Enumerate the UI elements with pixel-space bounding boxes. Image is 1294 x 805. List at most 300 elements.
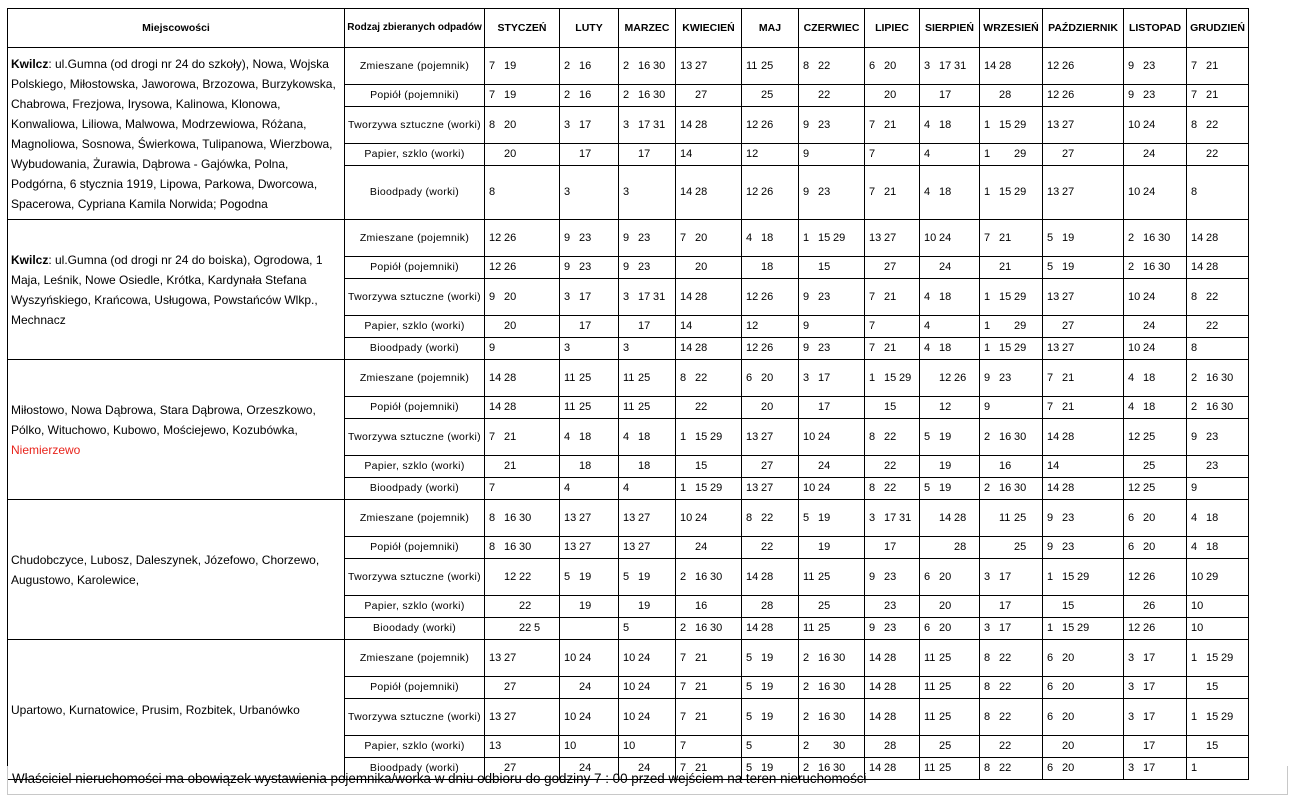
collection-day: 15: [695, 430, 708, 443]
collection-day: 13: [680, 59, 693, 72]
collection-day: 21: [504, 430, 517, 443]
collection-day: 22: [818, 59, 831, 72]
day-cell: [676, 677, 742, 699]
collection-day: 14: [869, 681, 882, 693]
collection-day: [939, 541, 954, 554]
footer-note: Właściciel nieruchomości ma obowiązek wystawienia pojemnika/worka w dniu odbioru do godziny 7 : 00 przed wejściem na teren nieruchomości: [7, 766, 1288, 795]
collection-day: 21: [695, 681, 708, 693]
collection-day: 24: [638, 651, 651, 664]
collection-day: 21: [999, 231, 1012, 244]
collection-day: 28: [884, 740, 897, 752]
day-cell: [1043, 677, 1124, 699]
collection-day: [623, 600, 638, 613]
collection-day: 22: [999, 740, 1012, 752]
collection-day: 17: [939, 89, 952, 101]
collection-day: 24: [939, 261, 952, 273]
collection-day: 4: [924, 320, 931, 332]
collection-day: 15: [1062, 570, 1075, 583]
day-cell: [799, 257, 865, 279]
collection-day: 17: [1143, 740, 1156, 752]
collection-day: 24: [579, 710, 592, 723]
day-cell: [676, 596, 742, 618]
collection-day: 24: [1143, 148, 1156, 160]
day-cell: [980, 279, 1043, 316]
collection-day: [869, 261, 884, 274]
collection-day: 9: [1047, 511, 1054, 524]
collection-day: 16: [1206, 401, 1219, 413]
collection-day: 25: [1014, 541, 1027, 553]
collection-day: 13: [623, 511, 636, 524]
day-cell: [1043, 736, 1124, 758]
day-cell: [920, 456, 980, 478]
collection-day: 18: [1143, 401, 1156, 413]
collection-day: 12: [746, 320, 759, 332]
day-cell: [865, 559, 920, 596]
collection-day: 24: [1143, 290, 1156, 303]
waste-type-cell: Zmieszane (pojemnik): [345, 500, 485, 537]
day-cell: [485, 338, 560, 360]
collection-day: 12: [1128, 430, 1141, 443]
collection-day: 24: [638, 710, 651, 723]
day-cell: [676, 85, 742, 107]
collection-day: 14: [680, 118, 693, 131]
collection-day: [803, 401, 818, 414]
day-cell: [560, 144, 619, 166]
day-cell: [485, 316, 560, 338]
collection-day: 24: [818, 430, 831, 443]
day-cell: [1043, 220, 1124, 257]
collection-day: 28: [1206, 261, 1219, 273]
collection-day: 4: [924, 342, 931, 354]
day-cell: [742, 699, 799, 736]
day-cell: [560, 478, 619, 500]
day-cell: [485, 360, 560, 397]
day-cell: [676, 478, 742, 500]
collection-day: 2: [680, 622, 687, 634]
collection-day: 1: [1191, 762, 1198, 774]
collection-day: 5: [803, 511, 810, 524]
day-cell: [619, 640, 676, 677]
collection-day: [623, 320, 638, 333]
collection-day: 13: [1047, 342, 1060, 354]
collection-day: 10: [1128, 186, 1141, 198]
collection-day: 14: [869, 651, 882, 664]
collection-day: 1: [680, 482, 687, 494]
collection-day: 10: [564, 710, 577, 723]
day-cell: [980, 144, 1043, 166]
collection-day: [1128, 148, 1143, 161]
waste-type-cell: Papier, szklo (worki): [345, 316, 485, 338]
collection-day: 11: [746, 59, 758, 72]
day-cell: [865, 107, 920, 144]
collection-day: 6: [1128, 511, 1135, 524]
collection-day: 4: [1191, 541, 1198, 553]
collection-day: [924, 460, 939, 473]
collection-day: 3: [924, 59, 931, 72]
collection-day: 15: [884, 371, 897, 384]
collection-day: [623, 148, 638, 161]
collection-day: 7: [489, 430, 496, 443]
waste-type-cell: Papier, szklo (worki): [345, 596, 485, 618]
collection-day: 25: [579, 371, 592, 384]
collection-day: [869, 541, 884, 554]
collection-day: 12: [489, 231, 502, 244]
collection-day: 7: [489, 482, 496, 494]
day-cell: [980, 220, 1043, 257]
collection-day: 3: [803, 371, 810, 384]
day-cell: [920, 220, 980, 257]
day-cell: [980, 166, 1043, 220]
collection-day: 21: [1206, 89, 1219, 101]
collection-day: 12: [1128, 482, 1141, 494]
collection-day: 24: [695, 511, 708, 524]
day-cell: [1187, 397, 1249, 419]
day-cell: [980, 456, 1043, 478]
collection-day: 11: [924, 681, 936, 693]
collection-day: 6: [869, 59, 876, 72]
collection-day: 17: [579, 290, 592, 303]
day-cell: [1124, 419, 1187, 456]
collection-day: 16: [695, 570, 708, 583]
collection-day: 9: [803, 118, 810, 131]
collection-day: [1191, 681, 1206, 694]
collection-day: 10: [680, 511, 693, 524]
day-cell: [485, 736, 560, 758]
day-cell: [1043, 144, 1124, 166]
collection-day: 29: [710, 430, 723, 443]
collection-day: [680, 541, 695, 554]
collection-day: 8: [869, 482, 876, 494]
collection-day: 9: [564, 231, 571, 244]
day-cell: [799, 640, 865, 677]
day-cell: [485, 48, 560, 85]
day-cell: [1124, 316, 1187, 338]
day-cell: [799, 559, 865, 596]
collection-day: 9: [984, 371, 991, 384]
collection-day: [999, 541, 1014, 554]
collection-day: 5: [564, 570, 571, 583]
day-cell: [1124, 360, 1187, 397]
day-cell: [560, 316, 619, 338]
day-cell: [560, 107, 619, 144]
day-cell: [676, 220, 742, 257]
collection-day: 7: [489, 59, 496, 72]
collection-day: 20: [1062, 762, 1075, 774]
day-cell: [920, 596, 980, 618]
collection-day: 9: [1191, 430, 1198, 443]
collection-day: 14: [1047, 482, 1060, 494]
collection-day: 6: [1047, 710, 1054, 723]
day-cell: [742, 456, 799, 478]
collection-day: 29: [1077, 622, 1090, 634]
collection-day: 1: [984, 290, 991, 303]
collection-day: 16: [999, 430, 1012, 443]
collection-day: 27: [761, 482, 774, 494]
waste-type-cell: Popiół (pojemniki): [345, 537, 485, 559]
collection-day: 24: [638, 762, 651, 774]
collection-day: 20: [504, 290, 517, 303]
collection-day: 27: [884, 261, 897, 273]
collection-day: 20: [939, 570, 952, 583]
collection-day: 23: [884, 622, 897, 634]
collection-day: [489, 571, 504, 584]
collection-day: [564, 460, 579, 473]
locality-cell: [8, 500, 345, 640]
collection-day: 21: [1062, 401, 1075, 413]
collection-day: 5: [534, 622, 541, 634]
day-cell: [980, 478, 1043, 500]
month-header: LIPIEC: [865, 9, 920, 48]
collection-day: 28: [999, 89, 1012, 101]
day-cell: [920, 537, 980, 559]
collection-day: 19: [579, 570, 592, 583]
month-header: SIERPIEŃ: [920, 9, 980, 48]
collection-day: 24: [638, 681, 651, 693]
collection-day: 8: [1191, 290, 1198, 303]
day-cell: [1043, 500, 1124, 537]
day-cell: [920, 736, 980, 758]
collection-day: 25: [761, 89, 774, 101]
day-cell: [865, 144, 920, 166]
collection-day: 23: [1143, 89, 1156, 101]
collection-day: 17: [884, 511, 897, 524]
collection-day: [680, 261, 695, 274]
collection-day: 14: [680, 342, 693, 354]
collection-day: 25: [818, 570, 831, 583]
collection-day: 14: [680, 148, 693, 160]
schedule-row: [8, 640, 1249, 677]
collection-day: 23: [818, 118, 831, 131]
day-cell: [619, 559, 676, 596]
collection-day: 8: [489, 186, 496, 198]
collection-day: 3: [1128, 710, 1135, 723]
collection-day: 9: [564, 261, 571, 273]
collection-day: 14: [489, 371, 502, 384]
collection-day: 18: [579, 460, 592, 472]
collection-day: 30: [653, 59, 666, 72]
waste-type-cell: Bioodpady (worki): [345, 758, 485, 780]
collection-day: 13: [869, 231, 882, 244]
collection-day: 17: [579, 148, 592, 160]
collection-day: 17: [638, 320, 651, 332]
day-cell: [1043, 166, 1124, 220]
collection-day: 18: [1143, 371, 1156, 384]
collection-day: 9: [1191, 482, 1198, 494]
collection-day: 7: [869, 148, 876, 160]
collection-day: 22: [1206, 148, 1219, 160]
waste-type-cell: Bioodpady (worki): [345, 166, 485, 220]
collection-day: 28: [999, 59, 1012, 72]
day-cell: [676, 166, 742, 220]
collection-day: 20: [1062, 740, 1075, 752]
waste-type-cell: Papier, szklo (worki): [345, 456, 485, 478]
day-cell: [1187, 166, 1249, 220]
day-cell: [676, 316, 742, 338]
schedule-row: [8, 360, 1249, 397]
collection-day: 23: [1206, 430, 1219, 443]
collection-day: 31: [653, 118, 666, 131]
collection-day: 2: [623, 59, 630, 72]
collection-day: 2: [803, 740, 810, 752]
collection-day: 18: [579, 430, 592, 443]
day-cell: [619, 736, 676, 758]
day-cell: [619, 220, 676, 257]
collection-day: 4: [746, 231, 753, 244]
collection-day: 16: [1143, 231, 1156, 244]
day-cell: [865, 537, 920, 559]
collection-day: 20: [1062, 710, 1075, 723]
day-cell: [485, 699, 560, 736]
collection-day: 21: [1206, 59, 1219, 72]
collection-day: 27: [579, 511, 592, 524]
collection-day: 1: [984, 118, 991, 131]
waste-type-cell: Popiół (pojemniki): [345, 85, 485, 107]
collection-day: [924, 89, 939, 102]
day-cell: [865, 736, 920, 758]
day-cell: [920, 618, 980, 640]
day-cell: [560, 618, 619, 640]
collection-day: 7: [680, 231, 687, 244]
collection-day: 30: [833, 681, 846, 693]
collection-day: 13: [746, 430, 759, 443]
day-cell: [676, 360, 742, 397]
collection-day: 1: [1047, 570, 1054, 583]
day-cell: [619, 144, 676, 166]
day-cell: [619, 618, 676, 640]
day-cell: [1043, 596, 1124, 618]
collection-day: 9: [803, 342, 810, 354]
collection-day: 22: [884, 430, 897, 443]
collection-day: [999, 148, 1014, 161]
collection-day: 13: [623, 541, 636, 553]
collection-day: 3: [564, 290, 571, 303]
collection-day: 14: [680, 320, 693, 332]
day-cell: [560, 640, 619, 677]
collection-day: 14: [746, 570, 759, 583]
day-cell: [1124, 699, 1187, 736]
collection-day: [803, 460, 818, 473]
waste-type-cell: Zmieszane (pojemnik): [345, 360, 485, 397]
collection-day: 9: [869, 570, 876, 583]
collection-day: [869, 401, 884, 414]
day-cell: [799, 736, 865, 758]
collection-day: 4: [623, 430, 630, 443]
day-cell: [865, 166, 920, 220]
month-header: PAŹDZIERNIK: [1043, 9, 1124, 48]
collection-day: 4: [924, 118, 931, 131]
collection-day: [803, 600, 818, 613]
collection-day: 22: [761, 511, 774, 524]
collection-day: 28: [695, 290, 708, 303]
day-cell: [619, 166, 676, 220]
collection-day: 18: [761, 261, 774, 273]
day-cell: [676, 48, 742, 85]
collection-day: 22: [1206, 290, 1219, 303]
collection-day: 17: [579, 320, 592, 332]
collection-day: 21: [695, 710, 708, 723]
collection-day: 3: [1128, 762, 1135, 774]
waste-type-cell: Zmieszane (pojemnik): [345, 48, 485, 85]
collection-day: 31: [899, 511, 912, 524]
collection-day: [504, 622, 519, 635]
collection-day: [746, 261, 761, 274]
waste-type-cell: Bioodpady (worki): [345, 338, 485, 360]
day-cell: [799, 699, 865, 736]
collection-day: 16: [504, 541, 517, 553]
collection-day: 8: [984, 651, 991, 664]
collection-day: [680, 600, 695, 613]
collection-day: 20: [695, 261, 708, 273]
collection-day: 11: [924, 651, 936, 664]
collection-day: 30: [1158, 261, 1171, 273]
collection-day: 22: [761, 541, 774, 553]
day-cell: [560, 338, 619, 360]
collection-day: 27: [1062, 186, 1075, 198]
collection-day: 17: [1143, 710, 1156, 723]
day-cell: [1187, 500, 1249, 537]
day-cell: [1124, 220, 1187, 257]
collection-day: 10: [623, 681, 636, 693]
collection-day: 15: [695, 460, 708, 472]
day-cell: [485, 537, 560, 559]
collection-day: 25: [939, 681, 952, 693]
collection-day: [564, 600, 579, 613]
day-cell: [742, 537, 799, 559]
collection-day: 8: [869, 430, 876, 443]
collection-day: 4: [564, 482, 571, 494]
day-cell: [485, 478, 560, 500]
collection-day: 19: [1062, 261, 1075, 273]
collection-day: 13: [489, 740, 502, 752]
collection-day: 29: [1014, 290, 1027, 303]
collection-day: 25: [1143, 430, 1156, 443]
collection-day: 3: [869, 511, 876, 524]
day-cell: [1124, 456, 1187, 478]
collection-day: 10: [1128, 342, 1141, 354]
collection-day: 27: [1062, 148, 1075, 160]
collection-day: 12: [746, 186, 759, 198]
collection-day: 26: [1143, 570, 1156, 583]
collection-day: 7: [680, 740, 687, 752]
day-cell: [560, 166, 619, 220]
day-cell: [742, 419, 799, 456]
collection-day: 24: [1143, 320, 1156, 332]
collection-day: 28: [954, 511, 967, 524]
day-cell: [1043, 397, 1124, 419]
collection-day: [504, 600, 519, 613]
collection-day: 18: [1206, 511, 1219, 524]
collection-day: 23: [638, 231, 651, 244]
day-cell: [485, 144, 560, 166]
day-cell: [865, 500, 920, 537]
collection-day: 29: [710, 482, 723, 494]
collection-day: 3: [984, 622, 991, 634]
day-cell: [560, 596, 619, 618]
day-cell: [1187, 456, 1249, 478]
collection-day: 2: [803, 681, 810, 693]
month-header: STYCZEŃ: [485, 9, 560, 48]
collection-day: 7: [1191, 89, 1198, 101]
collection-day: 16: [695, 600, 708, 612]
collection-day: 18: [638, 430, 651, 443]
collection-day: 10: [1128, 118, 1141, 131]
collection-day: 11: [623, 401, 635, 413]
day-cell: [1043, 279, 1124, 316]
collection-day: 21: [884, 290, 897, 303]
collection-day: 4: [623, 482, 630, 494]
collection-day: [489, 148, 504, 161]
collection-day: 29: [1014, 320, 1027, 332]
